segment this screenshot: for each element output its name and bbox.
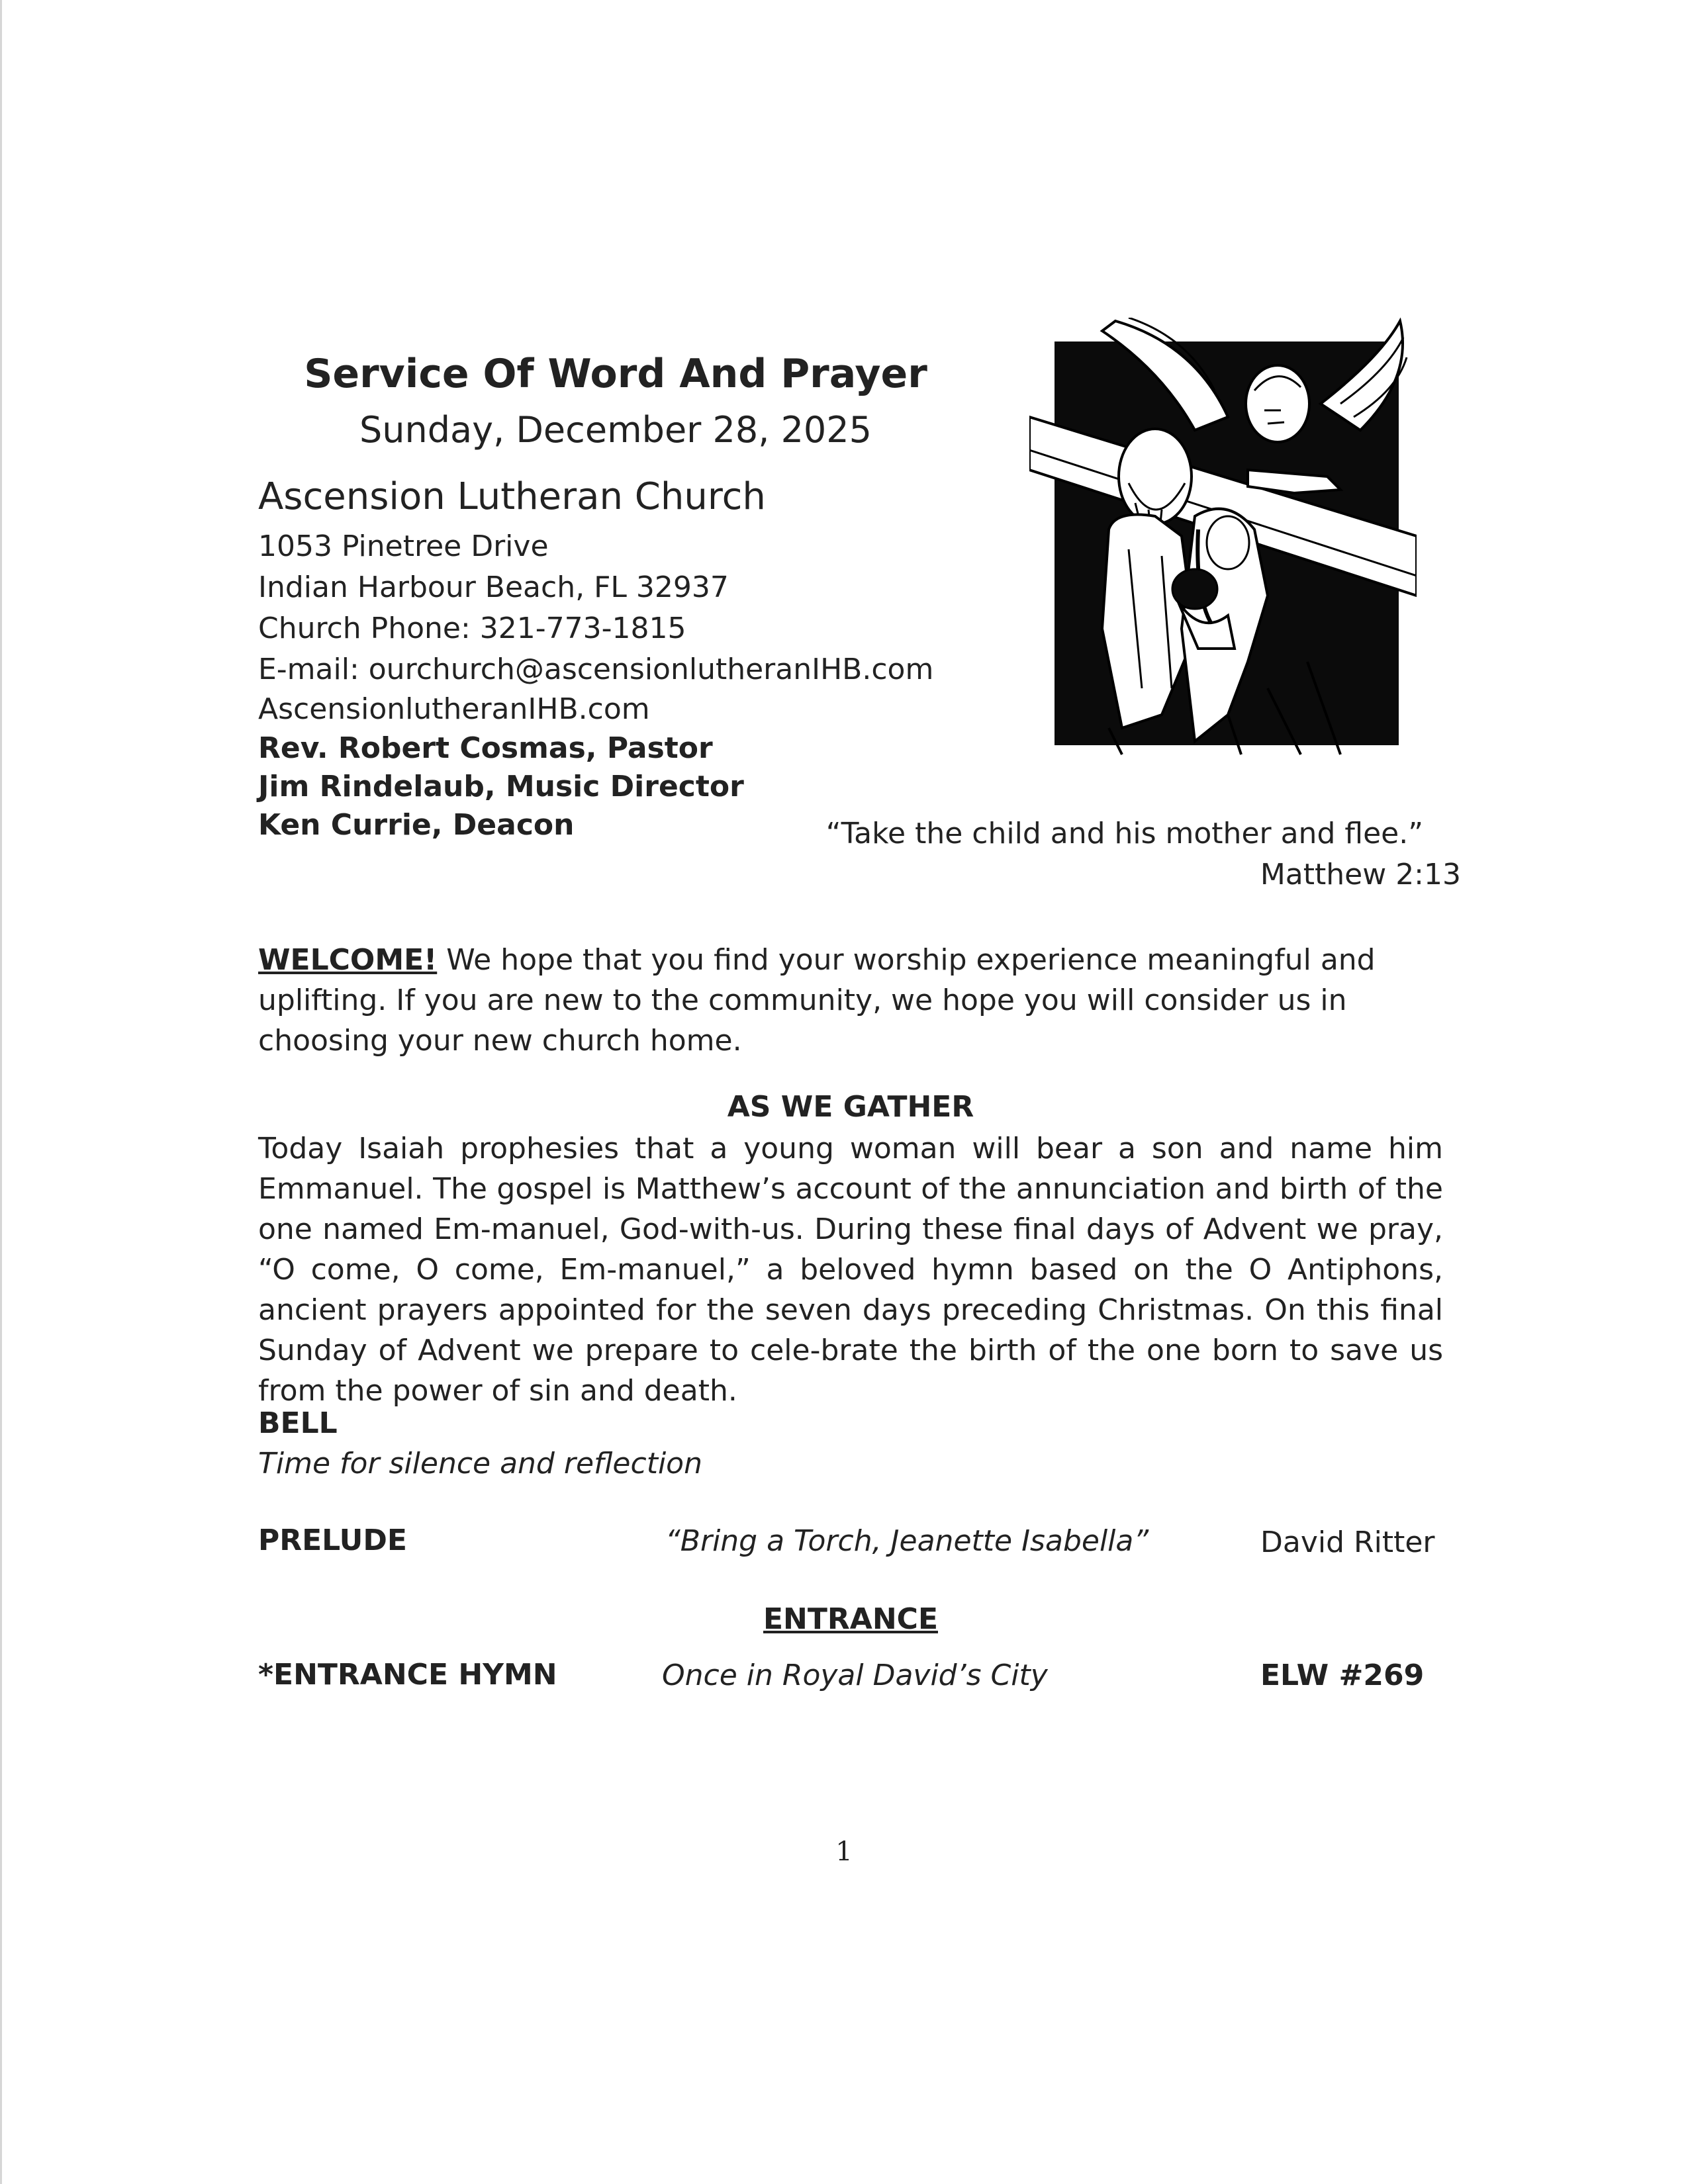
holy-family-flight-illustration bbox=[1029, 318, 1417, 761]
page-edge bbox=[0, 0, 2, 2184]
entrance-hymn-label: *ENTRANCE HYMN bbox=[258, 1658, 557, 1692]
music-director-name: Jim Rindelaub, Music Director bbox=[258, 770, 744, 803]
prelude-title: “Bring a Torch, Jeanette Isabella” bbox=[665, 1524, 1149, 1558]
church-phone: Church Phone: 321-773-1815 bbox=[258, 612, 686, 645]
welcome-paragraph bbox=[258, 940, 1450, 1061]
address-line-2: Indian Harbour Beach, FL 32937 bbox=[258, 570, 729, 604]
as-we-gather-text: Today Isaiah prophesies that a young woman will bear a son and name him Emmanuel. The gospel is Matthew’s account of the annunciation and birth of the one named Em-manuel, God-with-us. During these final days of Advent we pray, “O come, O come, Em-manuel,” a beloved hymn based on the O Antiphons, ancient prayers appointed for the seven days preceding Christmas. On this final Sunday of Advent we prepare to cele-brate the birth of the one born to save us from the power of sin and death. bbox=[258, 1132, 1443, 1408]
scripture-quote: “Take the child and his mother and flee.” bbox=[825, 817, 1423, 850]
service-date: Sunday, December 28, 2025 bbox=[359, 409, 872, 451]
church-name: Ascension Lutheran Church bbox=[258, 475, 766, 518]
prelude-composer: David Ritter bbox=[1260, 1525, 1435, 1559]
as-we-gather-heading: AS WE GATHER bbox=[727, 1090, 974, 1124]
church-website: AscensionlutheranIHB.com bbox=[258, 692, 650, 726]
service-title: Service Of Word And Prayer bbox=[304, 351, 927, 397]
welcome-text: We hope that you find your worship experience meaningful and uplifting. If you are new to the community, we hope you will consider us in choosing your new church home. bbox=[258, 943, 1376, 1058]
pastor-name: Rev. Robert Cosmas, Pastor bbox=[258, 731, 713, 765]
address-line-1: 1053 Pinetree Drive bbox=[258, 529, 549, 563]
bell-label: BELL bbox=[258, 1406, 338, 1440]
page-number: 1 bbox=[835, 1837, 853, 1867]
church-email: E-mail: ourchurch@ascensionlutheranIHB.com bbox=[258, 653, 934, 686]
entrance-hymn-title: Once in Royal David’s City bbox=[662, 1659, 1048, 1692]
welcome-label: WELCOME! bbox=[258, 943, 438, 977]
entrance-heading: ENTRANCE bbox=[763, 1602, 938, 1636]
deacon-name: Ken Currie, Deacon bbox=[258, 808, 575, 842]
bell-note: Time for silence and reflection bbox=[258, 1447, 702, 1480]
scripture-reference: Matthew 2:13 bbox=[1260, 858, 1461, 891]
entrance-hymn-number: ELW #269 bbox=[1260, 1659, 1425, 1692]
prelude-label: PRELUDE bbox=[258, 1524, 407, 1557]
